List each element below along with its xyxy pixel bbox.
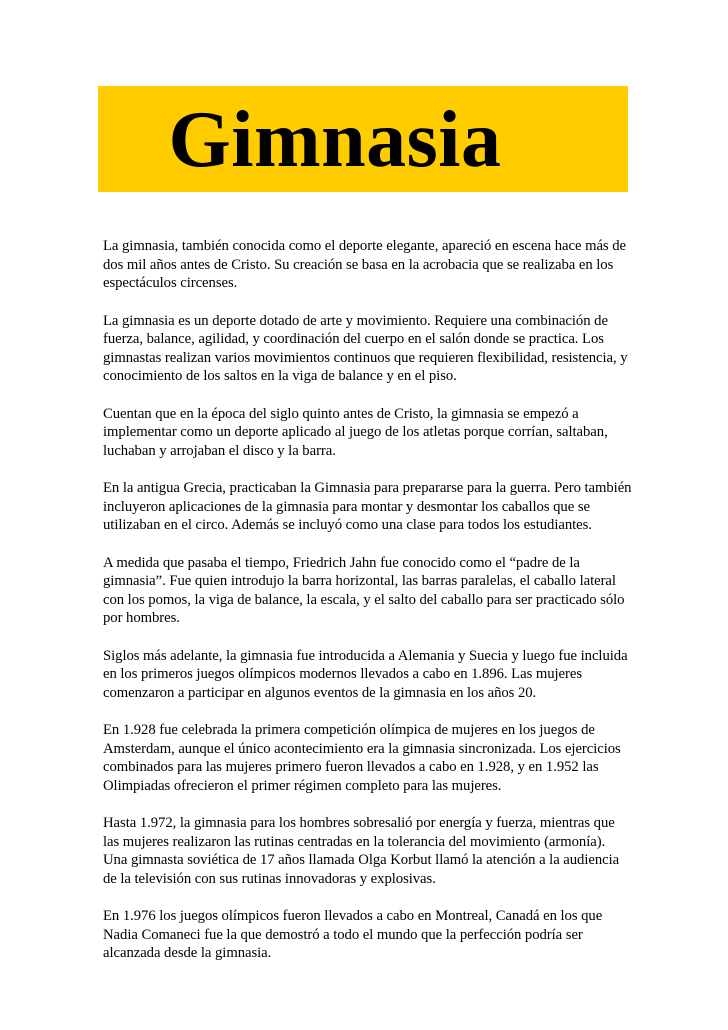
paragraph-6: Siglos más adelante, la gimnasia fue introducida a Alemania y Suecia y luego fue incluida en los primeros juegos olímpicos modernos llevados a cabo en 1.896. Las mujeres comenzaron a participar en algunos eventos de la gimnasia en los años 20.	[103, 647, 628, 701]
paragraph-8: Hasta 1.972, la gimnasia para los hombres sobresalió por energía y fuerza, mientras que las mujeres realizaron las rutinas centradas en la tolerancia del movimiento (armonía). Una gimnasta soviética de 17 años llamada Olga Korbut llamó la atención a la audiencia de la televisión con sus rutinas innovadoras y explosivas.	[103, 815, 620, 887]
paragraph-2: La gimnasia es un deporte dotado de arte y movimiento. Requiere una combinación de fuerza, balance, agilidad, y coordinación del cuerpo en el salón donde se practica. Los gimnastas realizan varios movimientos continuos que requieren flexibilidad, resistencia, y conocimiento de los saltos en la viga de balance y en el piso.	[103, 312, 628, 384]
paragraph-9: En 1.976 los juegos olímpicos fueron llevados a cabo en Montreal, Canadá en los que Nadia Comaneci fue la que demostró a todo el mundo que la perfección podría ser alcanzada desde la gimnasia.	[103, 908, 603, 961]
title-banner	[98, 86, 628, 192]
paragraph-5: A medida que pasaba el tiempo, Friedrich Jahn fue conocido como el “padre de la gimnasia”. Fue quien introdujo la barra horizontal, las barras paralelas, el caballo lateral con los pomos, la viga de balance, la escala, y el salto del caballo para ser practicado sólo por hombres.	[103, 554, 625, 626]
paragraph-3: Cuentan que en la época del siglo quinto antes de Cristo, la gimnasia se empezó a implementar como un deporte aplicado al juego de los atletas porque corrían, saltaban, luchaban y arrojaban el disco y la barra.	[103, 405, 608, 459]
paragraph-4: En la antigua Grecia, practicaban la Gimnasia para prepararse para la guerra. Pero también incluyeron aplicaciones de la gimnasia para montar y desmontar los caballos que se utilizaban en el circo. Además se incluyó como una clase para todos los estudiantes.	[103, 480, 632, 533]
paragraph-7: En 1.928 fue celebrada la primera competición olímpica de mujeres en los juegos de Amsterdam, aunque el único acontecimiento era la gimnasia sincronizada. Los ejercicios combinados para las mujeres primero fueron llevados a cabo en 1.928, y en 1.952 las Olimpiadas ofrecieron el primer régimen completo para las mujeres.	[103, 722, 621, 794]
document-body	[103, 237, 633, 982]
paragraph-1: La gimnasia, también conocida como el deporte elegante, apareció en escena hace más de dos mil años antes de Cristo. Su creación se basa en la acrobacia que se realizaba en los espectáculos circenses.	[103, 238, 626, 291]
page-title: Gimnasia	[168, 96, 502, 184]
